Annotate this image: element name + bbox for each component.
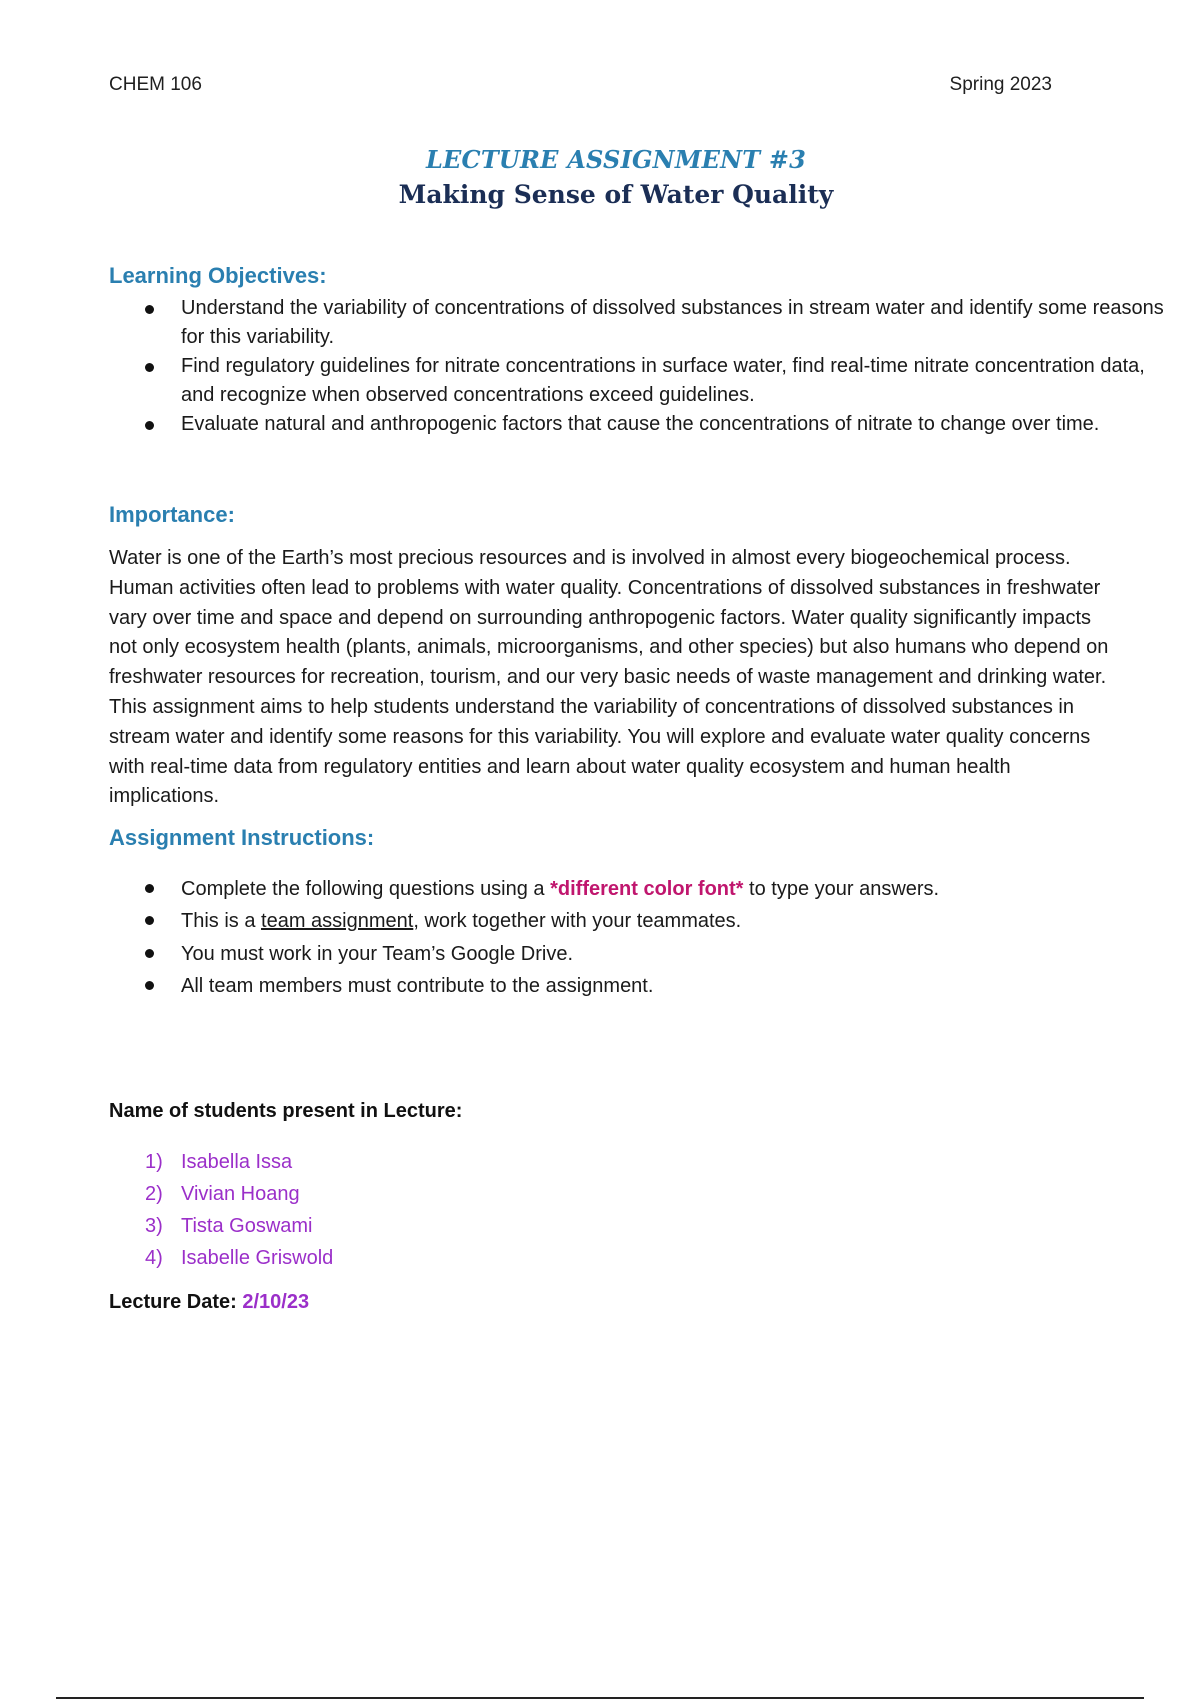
student-name: Isabelle Griswold [181,1247,334,1269]
learning-objectives-heading: Learning Objectives: [109,263,327,288]
student-name: Vivian Hoang [181,1183,300,1205]
term: Spring 2023 [949,74,1052,95]
list-number: 2) [145,1183,163,1205]
list-item [181,873,1181,905]
list-number: 1) [145,1151,163,1173]
underlined-text: team assignment [261,910,414,933]
list-item [145,1178,333,1210]
list-item [145,1242,333,1274]
list-item [145,1210,333,1242]
instructions-list [109,873,1181,1002]
instruction-text: to type your answers. [743,878,940,900]
list-item: Understand the variability of concentrations of dissolved substances in stream water and identify some reasons for this variability. [181,294,1181,352]
student-name: Tista Goswami [181,1215,313,1237]
list-item: Evaluate natural and anthropogenic factors that cause the concentrations of nitrate to change over time. [181,410,1181,439]
page-header [109,74,1052,96]
highlighted-text: *different color font* [550,878,744,900]
title-block [0,145,1200,209]
instructions-heading: Assignment Instructions: [109,825,375,850]
list-item [181,905,1181,937]
lecture-date-row [109,1291,309,1314]
importance-paragraph: Water is one of the Earth’s most precious resources and is involved in almost every biogeochemical process. Human activities often lead to problems with water quality. Concentrations of dissolved substances in freshwater vary over time and space and depend on surrounding anthropogenic factors. Water quality significantly impacts not only ecosystem health (plants, animals, microorganisms, and other species) but also humans who depend on freshwater resources for recreation, tourism, and our very basic needs of waste management and drinking water. This assignment aims to help students understand the variability of concentrations of dissolved substances in stream water and identify some reasons for this variability. You will explore and evaluate water quality concerns with real-time data from regulatory entities and learn about water quality ecosystem and human health implications. [109,547,1109,808]
list-number: 4) [145,1247,163,1269]
learning-objectives-list [109,294,1181,439]
instruction-text: , work together with your teammates. [413,910,742,933]
importance-heading: Importance: [109,502,235,527]
list-number: 3) [145,1215,163,1237]
list-item: Find regulatory guidelines for nitrate concentrations in surface water, find real-time nitrate concentration data, and recognize when observed concentrations exceed guidelines. [181,352,1181,410]
instruction-text: Complete the following questions using a [181,878,551,900]
bottom-divider [56,1697,1144,1699]
students-label: Name of students present in Lecture: [109,1100,463,1122]
list-item: All team members must contribute to the assignment. [181,970,1181,1002]
assignment-title: LECTURE ASSIGNMENT #3 [425,145,807,174]
list-item [145,1146,333,1178]
lecture-date-value: 2/10/23 [242,1291,310,1313]
lecture-date-label: Lecture Date: [109,1291,237,1313]
student-name: Isabella Issa [181,1151,293,1173]
course-code: CHEM 106 [109,74,202,95]
instruction-text: This is a [181,910,262,933]
assignment-subtitle: Making Sense of Water Quality [398,180,834,209]
student-names-list [145,1146,333,1274]
list-item: You must work in your Team’s Google Drive. [181,938,1181,970]
